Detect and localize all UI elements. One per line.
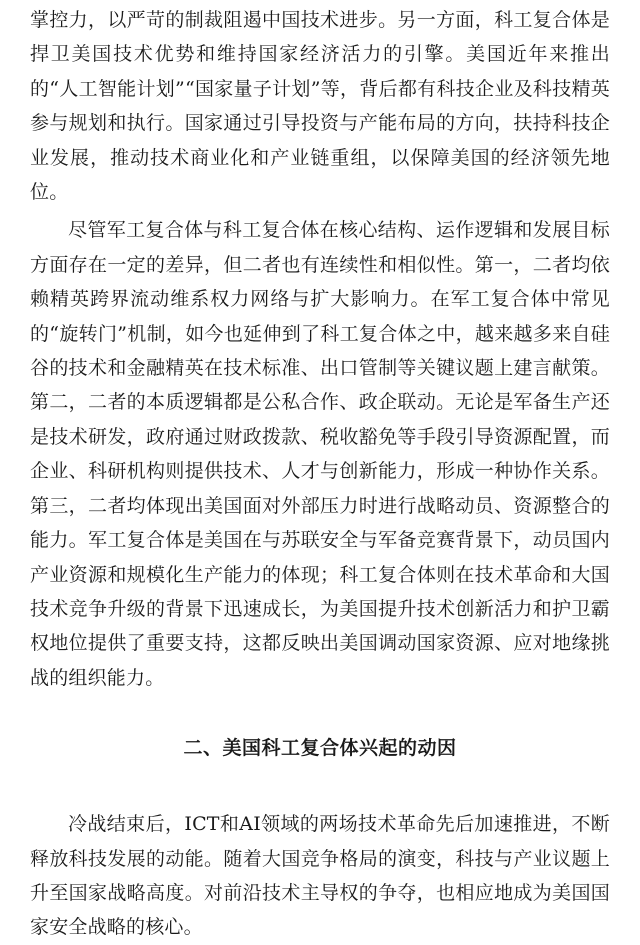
- document-page: [30, 0, 610, 945]
- body-paragraph-1: 掌控力，以严苛的制裁阻遏中国技术进步。另一方面，科工复合体是捍卫美国技术优势和维持国家经济活力的引擎。美国近年来推出的“人工智能计划”“国家量子计划”等，背后都有科技企业及科技精英参与规划和执行。国家通过引导投资与产能布局的方向，扶持科技企业发展，推动技术商业化和产业链重组，以保障美国的经济领先地位。: [30, 9, 610, 204]
- body-paragraph-3: 冷战结束后，ICT和AI领域的两场技术革命先后加速推进，不断释放科技发展的动能。随着大国竞争格局的演变，科技与产业议题上升至国家战略高度。对前沿技术主导权的争夺，也相应地成为美国国家安全战略的核心。: [30, 813, 610, 939]
- section-heading: 二、美国科工复合体兴起的动因: [183, 737, 457, 760]
- body-paragraph-2: 尽管军工复合体与科工复合体在核心结构、运作逻辑和发展目标方面存在一定的差异，但二者也有连续性和相似性。第一，二者均依赖精英跨界流动维系权力网络与扩大影响力。在军工复合体中常见的“旋转门”机制，如今也延伸到了科工复合体之中，越来越多来自硅谷的技术和金融精英在技术标准、出口管制等关键议题上建言献策。第二，二者的本质逻辑都是公私合作、政企联动。无论是军备生产还是技术研发，政府通过财政拨款、税收豁免等手段引导资源配置，而企业、科研机构则提供技术、人才与创新能力，形成一种协作关系。第三，二者均体现出美国面对外部压力时进行战略动员、资源整合的能力。军工复合体是美国在与苏联安全与军备竞赛背景下，动员国内产业资源和规模化生产能力的体现；科工复合体则在技术革命和大国技术竞争升级的背景下迅速成长，为美国提升技术创新活力和护卫霸权地位提供了重要支持，这都反映出美国调动国家资源、应对地缘挑战的组织能力。: [30, 219, 610, 689]
